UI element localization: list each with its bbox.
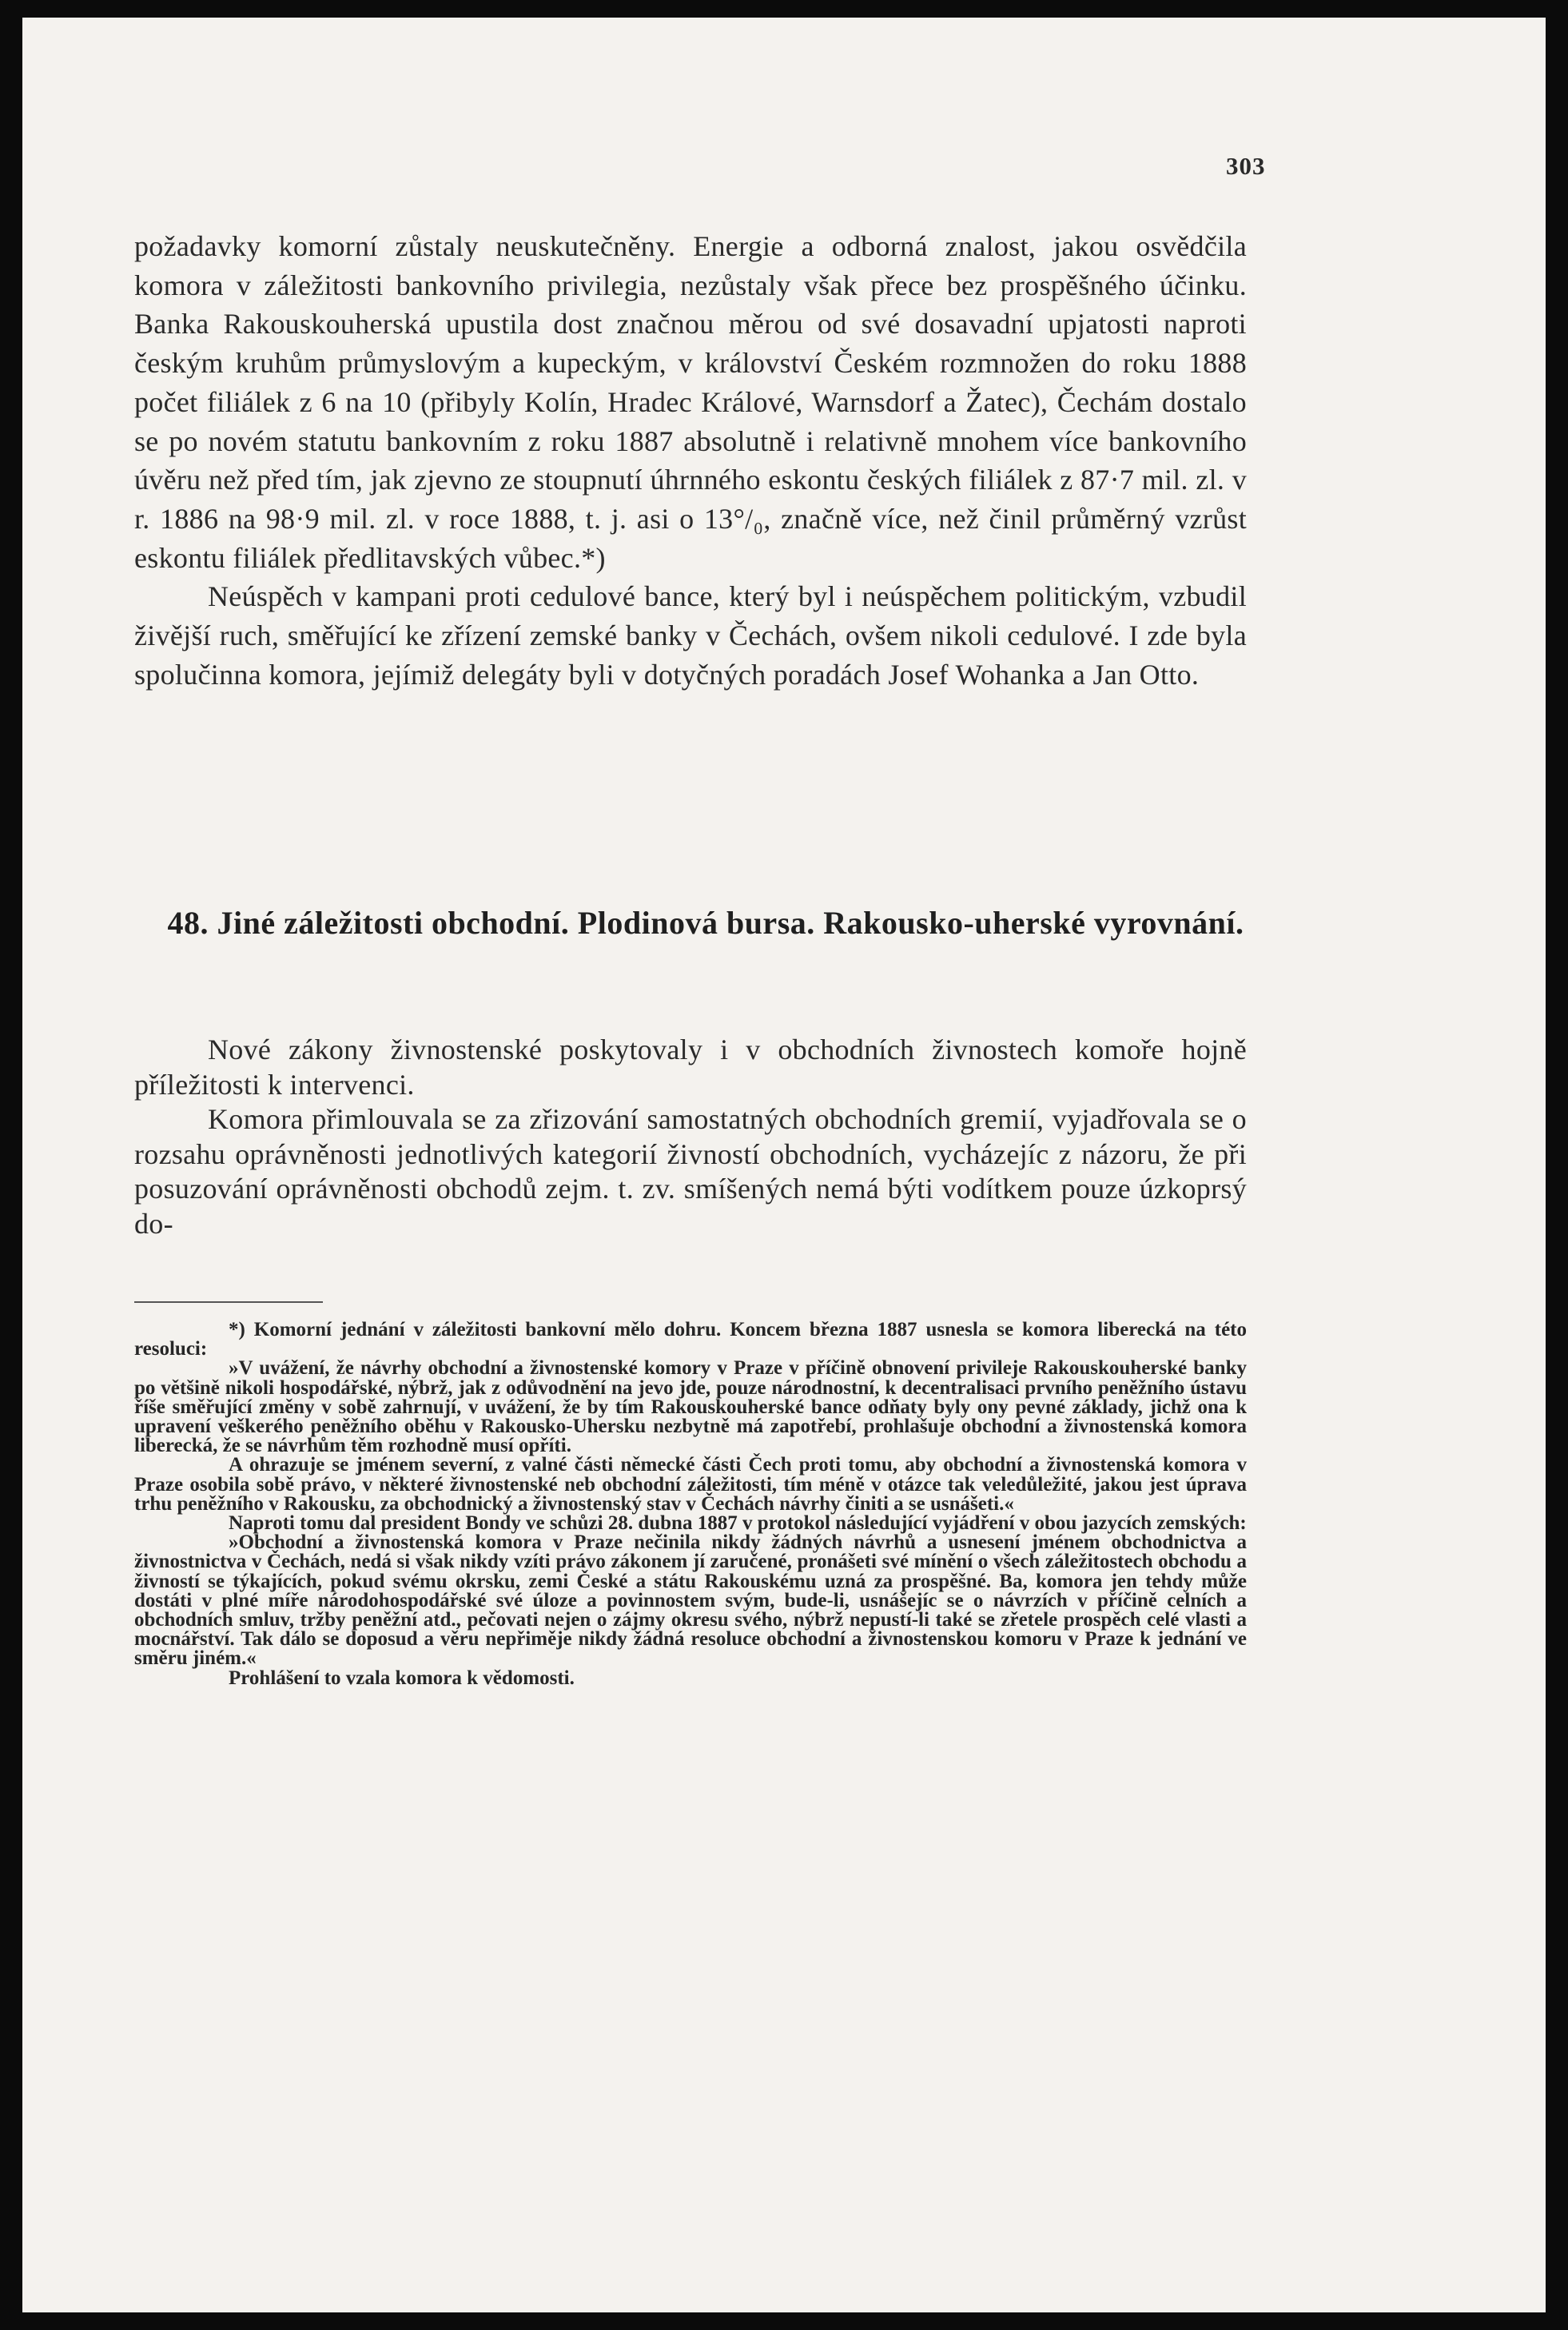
footnote-paragraph: Naproti tomu dal president Bondy ve schůzi 28. dubna 1887 v protokol následující vyjádření v obou jazycích zemských:: [229, 1512, 1247, 1535]
section-paragraph: Nové zákony živnostenské poskytovaly i v obchodních živnostech komoře hojně příležitosti k intervenci.: [134, 1034, 1247, 1101]
footnote-paragraph: »V uvážení, že návrhy obchodní a živnostenské komory v Praze v příčině obnovení privileje Rakouskouherské banky po většině nikoli hospodářské, nýbrž, jak z odůvodnění na jevo jde, pouze národnostní, k decentralisaci prvního peněžního ústavu říše směřující změny v sobě zahrnují, v uvážení, že by tím Rakouskouherské bance odňaty byly ony pevné základy, jichž ona k upravení veškerého peněžního oběhu v Rakousko-Uhersku nezbytně má zapotřebí, prohlašuje obchodní a živnostenská komora liberecká, že se návrhům těm rozhodně musí opříti.: [134, 1357, 1247, 1457]
footnotes: [134, 1320, 1247, 1688]
footnote-divider: [134, 1301, 323, 1303]
section-text: [134, 1033, 1247, 1241]
footnote-paragraph: A ohrazuje se jménem severní, z valné části německé části Čech proti tomu, aby obchodní a živnostenská komora v Praze osobila sobě právo, v některé živnostenské neb obchodní záležitosti, tím méně v otázce tak veledůležité, jakou jest úprava trhu peněžního v Rakousku, za obchodnický a živnostenský stav v Čechách návrhy činiti a se usnášeti.«: [134, 1454, 1247, 1515]
footnote-paragraph: Prohlášení to vzala komora k vědomosti.: [229, 1667, 575, 1689]
body-paragraph: požadavky komorní zůstaly neuskutečněny. Energie a odborná znalost, jakou osvědčila komora v záležitosti bankovního privilegia, nezůstaly však přece bez prospěšného účinku. Banka Rakouskouherská upustila dost značnou měrou od své dosavadní upjatosti naproti českým kruhům průmyslovým a kupeckým, v království Českém rozmnožen do roku 1888 počet filiálek z 6 na 10 (přibyly Kolín, Hradec Králové, Warnsdorf a Žatec), Čechám dostalo se po novém statutu bankovním z roku 1887 absolutně i relativně mnohem více bankovního úvěru než před tím, jak zjevno ze stoupnutí úhrnného eskontu českých filiálek z 87·7 mil. zl. v r. 1886 na 98·9 mil. zl. v roce 1888, t. j. asi o 13°/₀, značně více, než činil průměrný vzrůst eskontu filiálek předlitavských vůbec.*): [134, 230, 1247, 574]
body-paragraph: Neúspěch v kampani proti cedulové bance, který byl i neúspěchem politickým, vzbudil živější ruch, směřující ke zřízení zemské banky v Čechách, ovšem nikoli cedulové. I zde byla spolučinna komora, jejímiž delegáty byli v dotyčných poradách Josef Wohanka a Jan Otto.: [134, 580, 1247, 691]
main-text: [134, 227, 1247, 694]
page-number: 303: [1226, 152, 1266, 180]
document-page: [22, 18, 1546, 2312]
section-paragraph: Komora přimlouvala se za zřizování samostatných obchodních gremií, vyjadřovala se o rozsahu oprávněnosti jednotlivých kategorií živností obchodních, vycházejíc z názoru, že při posuzování oprávněnosti obchodů zejm. t. zv. smíšených nemá býti vodítkem pouze úzkoprsý do-: [134, 1103, 1247, 1240]
section-heading: 48. Jiné záležitosti obchodní. Plodinová bursa. Rakousko-uherské vyrovnání.: [167, 905, 1244, 941]
footnote-paragraph: *) Komorní jednání v záležitosti bankovní mělo dohru. Koncem března 1887 usnesla se komora liberecká na této resoluci:: [134, 1319, 1247, 1360]
footnote-paragraph: »Obchodní a živnostenská komora v Praze nečinila nikdy žádných návrhů a usnesení jménem obchodnictva a živnostnictva v Čechách, nedá si však nikdy vzíti právo zákonem jí zaručené, pronášeti své mínění o všech záležitostech obchodu a živností se týkajících, pokud svému okrsku, zemi České a státu Rakouskému uzná za prospěšné. Ba, komora jen tehdy může dostáti v plné míře národohospodářské své úloze a povinnostem svým, bude-li, usnášejíc se o návrzích v příčině celních a obchodních smluv, tržby peněžní atd., pečovati nejen o zájmy okresu svého, nýbrž nepustí-li také se zřetele prospěch celé vlasti a mocnářství. Tak dálo se doposud a věru nepřiměje nikdy žádná resoluce obchodní a živnostenskou komoru v Praze k jednání ve směru jiném.«: [134, 1531, 1247, 1670]
